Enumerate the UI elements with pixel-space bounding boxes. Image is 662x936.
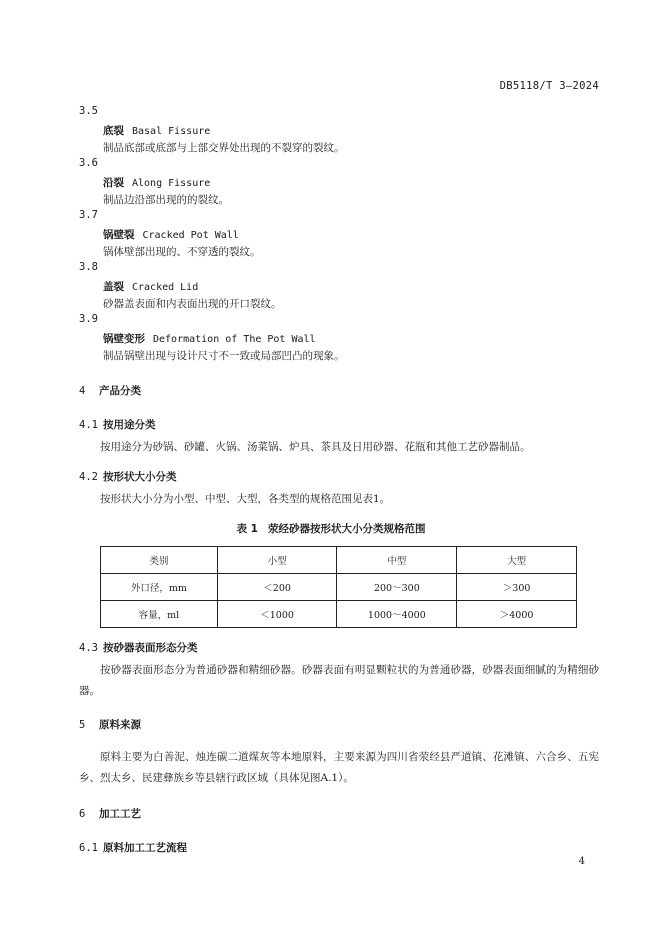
section-number: 6	[79, 808, 86, 820]
section-number: 4	[79, 385, 86, 397]
table-header-row	[101, 547, 577, 574]
section-title: 加工工艺	[99, 808, 141, 820]
term-title	[103, 227, 239, 242]
term-title	[103, 331, 316, 346]
subsection-number: 4.1	[79, 419, 98, 431]
table-cell: 1000～4000	[337, 601, 457, 628]
term-definition: 制品底部或底部与上部交界处出现的不裂穿的裂纹。	[103, 142, 345, 154]
term-number: 3.9	[79, 313, 98, 325]
subsection-title: 按砂器表面形态分类	[103, 642, 198, 654]
subsection-number: 4.2	[79, 471, 98, 483]
term-title	[103, 279, 198, 294]
paragraph: 按形状大小分为小型、中型、大型，各类型的规格范围见表1。	[100, 493, 391, 505]
term-number: 3.8	[79, 261, 98, 273]
table-cell: ＜200	[217, 574, 337, 601]
subsection-title: 原料加工工艺流程	[103, 842, 187, 854]
term-number: 3.5	[79, 105, 98, 117]
table-caption	[0, 521, 662, 536]
term-zh: 锅壁裂	[103, 229, 135, 241]
term-en: Basal Fissure	[132, 126, 211, 137]
subsection-number: 6.1	[79, 842, 98, 854]
size-spec-table	[100, 546, 577, 628]
table-cell: ＜1000	[217, 601, 337, 628]
term-zh: 沿裂	[103, 177, 124, 189]
section-title: 产品分类	[99, 385, 141, 397]
subsection-heading	[79, 417, 156, 432]
term-definition: 锅体壁部出现的、不穿透的裂纹。	[103, 246, 261, 258]
subsection-heading	[79, 840, 187, 855]
subsection-heading	[79, 640, 198, 655]
term-definition: 制品边沿部出现的的裂纹。	[103, 194, 229, 206]
table-header-cell: 中型	[337, 547, 457, 574]
term-zh: 盖裂	[103, 281, 124, 293]
section-heading	[79, 806, 141, 821]
table-cell: 200～300	[337, 574, 457, 601]
table-cell: 容量，ml	[101, 601, 218, 628]
subsection-title: 按形状大小分类	[103, 471, 177, 483]
table-header-cell: 类别	[101, 547, 218, 574]
table-cell: ＞300	[457, 574, 577, 601]
term-en: Along Fissure	[132, 178, 211, 189]
term-number: 3.6	[79, 157, 98, 169]
section-title: 原料来源	[99, 719, 141, 731]
paragraph: 按砂器表面形态分为普通砂器和精细砂器。砂器表面有明显颗粒状的为普通砂器，砂器表面细腻的为精细砂器。	[79, 664, 599, 697]
table-row	[101, 574, 577, 601]
term-title	[103, 123, 210, 138]
subsection-title: 按用途分类	[103, 419, 156, 431]
table-header-cell: 小型	[217, 547, 337, 574]
subsection-heading	[79, 469, 177, 484]
term-number: 3.7	[79, 209, 98, 221]
term-title	[103, 175, 210, 190]
table-caption-label: 表 1	[236, 523, 258, 535]
term-zh: 底裂	[103, 125, 124, 137]
term-en: Deformation of The Pot Wall	[153, 334, 316, 345]
section-heading	[79, 717, 141, 732]
term-definition: 砂器盖表面和内表面出现的开口裂纹。	[103, 298, 282, 310]
table-row	[101, 601, 577, 628]
table-header-cell: 大型	[457, 547, 577, 574]
paragraph: 按用途分为砂锅、砂罐、火锅、汤菜锅、炉具、茶具及日用砂器、花瓶和其他工艺砂器制品。	[100, 441, 531, 453]
subsection-number: 4.3	[79, 642, 98, 654]
term-zh: 锅壁变形	[103, 333, 145, 345]
page-number: 4	[578, 856, 585, 867]
term-definition: 制品锅壁出现与设计尺寸不一致或局部凹凸的现象。	[103, 350, 345, 362]
standard-code: DB5118/T 3—2024	[499, 80, 599, 92]
section-number: 5	[79, 719, 86, 731]
paragraph: 原料主要为白善泥、烛连碳二道煤灰等本地原料，主要来源为四川省荥经县严道镇、花滩镇、六合乡、五宪乡、烈太乡、民建彝族乡等县辖行政区域（具体见图A.1）。	[79, 751, 599, 784]
term-en: Cracked Pot Wall	[142, 230, 239, 241]
term-en: Cracked Lid	[132, 282, 199, 293]
table-cell: 外口径，mm	[101, 574, 218, 601]
table-caption-title: 荥经砂器按形状大小分类规格范围	[267, 523, 426, 535]
table-cell: ＞4000	[457, 601, 577, 628]
section-heading	[79, 383, 141, 398]
